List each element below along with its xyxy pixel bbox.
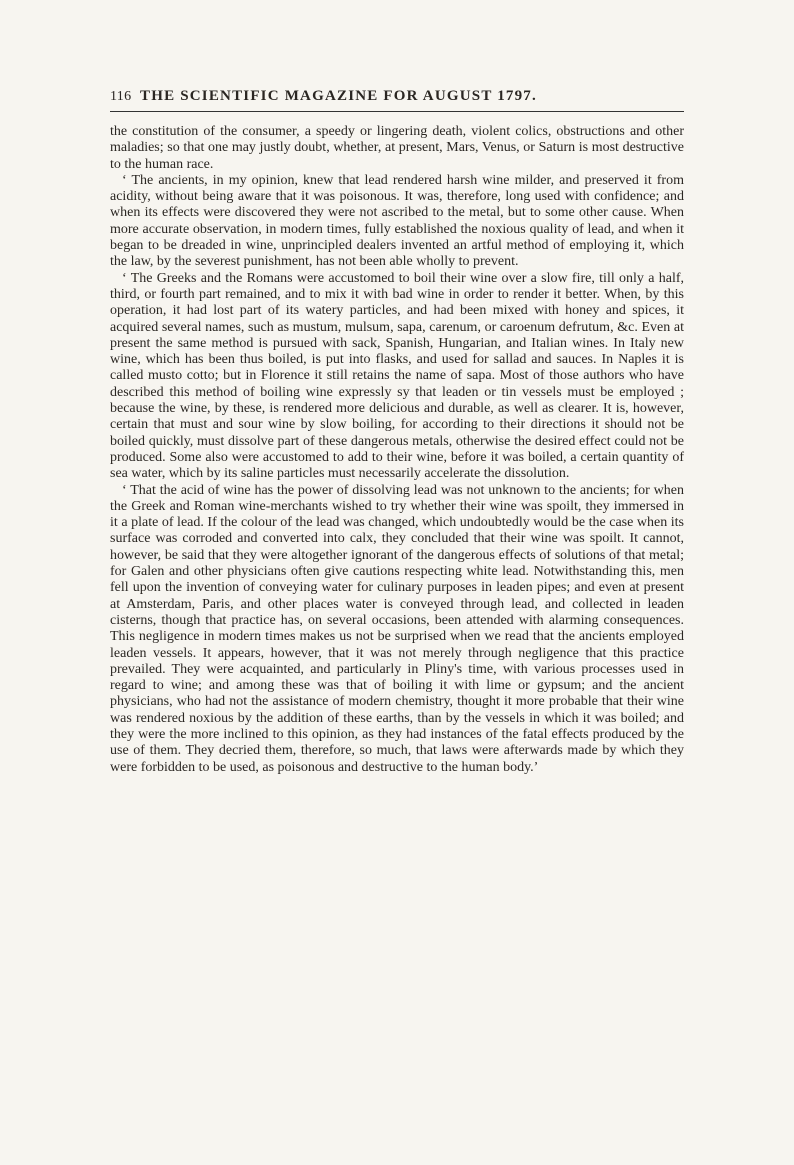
page-number: 116 [110, 89, 132, 104]
paragraph: ‘ That the acid of wine has the power of dissolving lead was not unknown to the ancients; for when the Greek and Roman wine-merchants wished to try whether their wine was spoilt, they immersed in it a plate of lead. If the colour of the lead was changed, which undoubtedly would be the case when its surface was corroded and converted into calx, they concluded that their wine was spoilt. It cannot, however, be said that they were altogether ignorant of the dangerous effects of solutions of that metal; for Galen and other physicians often give cautions respecting white lead. Notwithstanding this, men fell upon the invention of conveying water for culinary purposes in leaden pipes; and even at present at Amsterdam, Paris, and other places water is conveyed through lead, and collected in leaden cisterns, though that practice has, on several occasions, been attended with alarming consequences. This negligence in modern times makes us not be surprised when we read that the ancients employed leaden vessels. It appears, however, that it was not merely through negligence that this practice prevailed. They were acquainted, and particularly in Pliny's time, with various processes used in regard to wine; and among these was that of boiling it with lime or gypsum; and the ancient physicians, who had not the assistance of modern chemistry, thought it more probable that their wine was rendered noxious by the addition of these earths, than by the vessels in which it was boiled; and they were the more inclined to this opinion, as they had instances of the fatal effects produced by the use of them. They decried them, therefore, so much, that laws were afterwards made by which they were forbidden to be used, as poisonous and destructive to the human body.’ [110, 482, 684, 775]
running-title: THE SCIENTIFIC MAGAZINE FOR AUGUST 1797. [140, 88, 537, 104]
paragraph: ‘ The ancients, in my opinion, knew that lead rendered harsh wine milder, and preserved it from acidity, without being aware that it was poisonous. It was, therefore, long used with confidence; and when its effects were discovered they were not ascribed to the metal, but to some other cause. When more accurate observation, in modern times, fully established the noxious quality of lead, and when it began to be dreaded in wine, unprincipled dealers invented an artful method of employing it, which the law, by the severest punishment, has not been able wholly to prevent. [110, 172, 684, 270]
journal-page [110, 88, 684, 776]
article-body [110, 124, 684, 776]
page-header [110, 88, 684, 112]
paragraph: ‘ The Greeks and the Romans were accustomed to boil their wine over a slow fire, till only a half, third, or fourth part remained, and to mix it with bad wine in order to render it better. When, by this operation, it had lost part of its watery particles, and had been mixed with honey and spices, it acquired several names, such as mustum, mulsum, sapa, carenum, or caroenum defrutum, &c. Even at present the same method is pursued with sack, Spanish, Hungarian, and Italian wines. In Italy new wine, which has been thus boiled, is put into flasks, and used for sallad and sauces. In Naples it is called musto cotto; but in Florence it still retains the name of sapa. Most of those authors who have described this method of boiling wine expressly sy that leaden or tin vessels must be employed ; because the wine, by these, is rendered more delicious and durable, as well as clearer. It is, however, certain that must and sour wine by slow boiling, for according to their directions it should not be boiled quickly, must dissolve part of these dangerous metals, otherwise the desired effect could not be produced. Some also were accustomed to add to their wine, before it was boiled, a certain quantity of sea water, which by its saline particles must necessarily accelerate the dissolution. [110, 270, 684, 482]
paragraph: the constitution of the consumer, a speedy or lingering death, violent colics, obstructions and other maladies; so that one may justly doubt, whether, at present, Mars, Venus, or Saturn is most destructive to the human race. [110, 124, 684, 172]
